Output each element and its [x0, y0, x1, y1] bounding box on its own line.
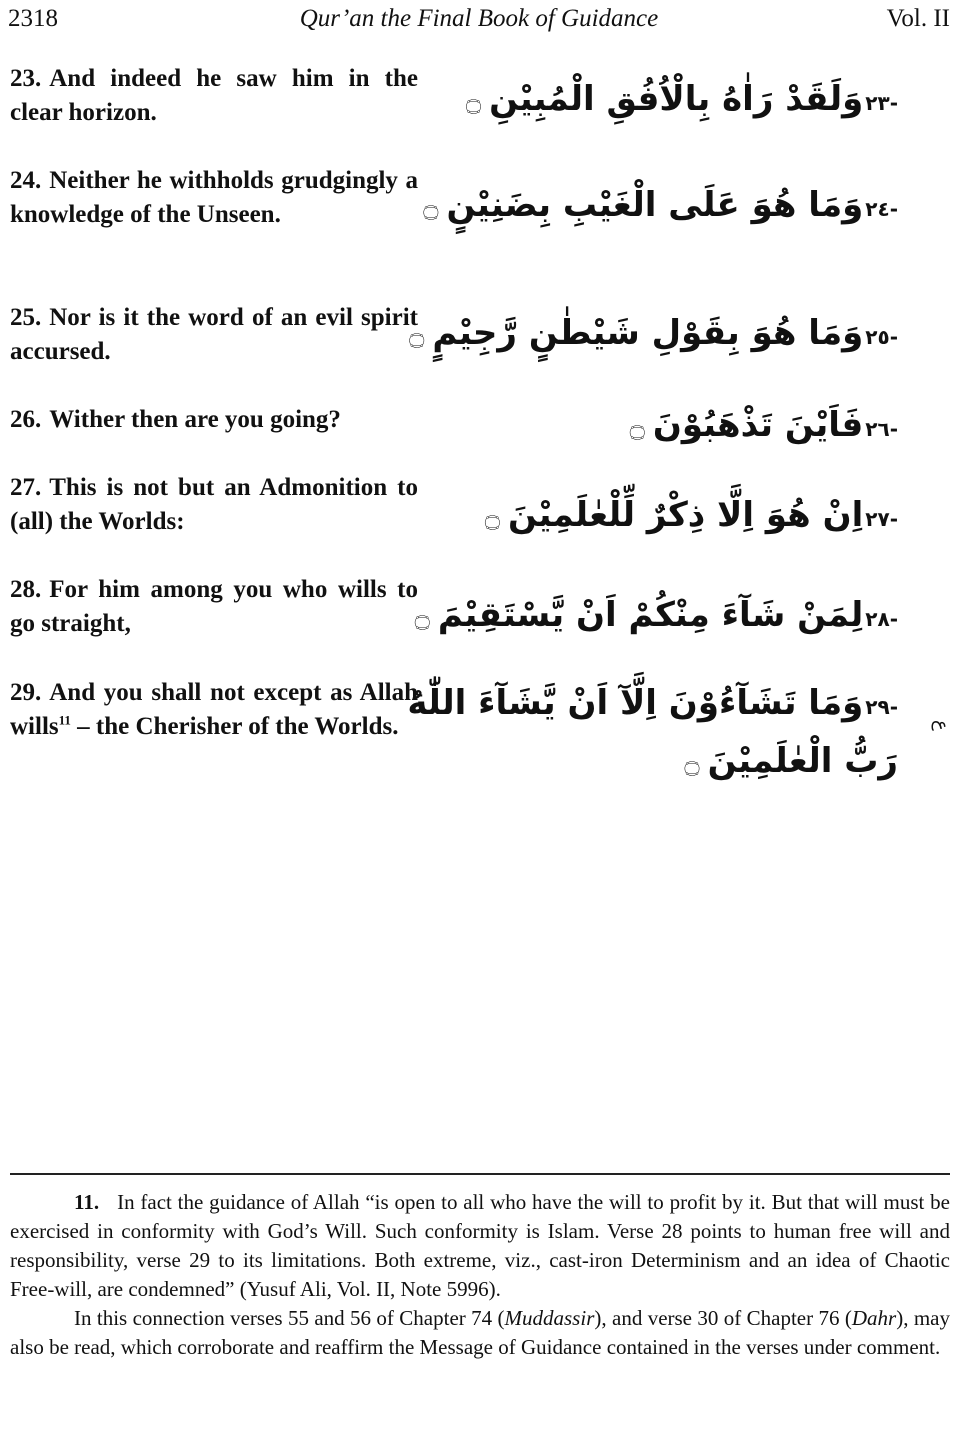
verse-27-translation: [10, 471, 418, 539]
ruku-mark: ع: [931, 720, 952, 731]
verse-text: For him among you who wills to go straight,: [10, 576, 418, 637]
verse-end-mark: ۝: [414, 603, 430, 633]
verse-24-arabic: [423, 178, 898, 236]
footnote-paragraph-1: [10, 1188, 950, 1304]
verse-26-translation: [10, 403, 418, 437]
footnote-text: ), and verse 30 of Chapter 76 (: [594, 1306, 852, 1330]
arabic-verse-number: -٢٥: [865, 325, 898, 349]
footnote-11: [10, 1188, 950, 1362]
verse-23-translation: [10, 62, 418, 130]
verse-29-arabic: [407, 676, 898, 734]
verse-25-arabic: [409, 306, 898, 364]
verse-number: 27.: [10, 474, 42, 501]
verse-text-continued: – the Cherisher of the Worlds.: [70, 713, 399, 740]
verse-end-mark: ۝: [684, 749, 700, 779]
chapter-name-muddassir: Muddassir: [504, 1306, 595, 1330]
verse-end-mark: ۝: [423, 193, 439, 223]
verse-text: This is not but an Admonition to (all) the Worlds:: [10, 474, 418, 535]
verse-number: 25.: [10, 304, 42, 331]
verse-24-translation: [10, 164, 418, 232]
volume-label: Vol. II: [886, 5, 950, 32]
footnote-paragraph-2: [10, 1304, 950, 1362]
verse-text: And you shall not except as Allah wills: [10, 679, 418, 740]
arabic-verse-number: -٢٦: [865, 417, 898, 441]
verse-29-translation: [10, 676, 418, 744]
verse-text: Wither then are you going?: [49, 406, 341, 433]
footnote-number: 11.: [74, 1190, 100, 1214]
verse-text: Neither he withholds grudgingly a knowledge of the Unseen.: [10, 167, 418, 228]
verse-number: 24.: [10, 167, 42, 194]
arabic-text: وَمَا تَشَآءُوْنَ اِلَّآ اَنْ يَّشَآءَ اللّٰهُ: [407, 683, 864, 723]
footnote-reference[interactable]: 11: [58, 712, 71, 728]
arabic-text: لِمَنْ شَآءَ مِنْكُمْ اَنْ يَّسْتَقِيْمَ: [437, 595, 864, 635]
arabic-text: رَبُّ الْعٰلَمِيْنَ: [707, 741, 898, 781]
arabic-verse-number: -٢٧: [865, 507, 898, 531]
verse-number: 23.: [10, 65, 42, 92]
footnote-text: In fact the guidance of Allah “is open to all who have the will to profit by it. But that will must be exercised in conformity with God’s Will. Such conformity is Islam. Verse 28 points to human free will and responsibility, verse 29 to its limitations. Both extreme, viz., cast-iron Determinism and an idea of Chaotic Free-will, are condemned” (Yusuf Ali, Vol. II, Note 5996).: [10, 1190, 950, 1301]
verse-29-arabic-line2: [478, 734, 898, 791]
verse-26-arabic: [478, 398, 898, 456]
verse-text: And indeed he saw him in the clear horizon.: [10, 65, 418, 126]
verse-28-translation: [10, 573, 418, 641]
verse-27-arabic: [478, 488, 898, 546]
arabic-text: وَمَا هُوَ عَلَى الْغَيْبِ بِضَنِيْنٍ: [446, 185, 864, 225]
chapter-name-dahr: Dahr: [851, 1306, 897, 1330]
verse-number: 26.: [10, 406, 42, 433]
arabic-verse-number: -٢٣: [865, 91, 898, 115]
verse-end-mark: ۝: [484, 503, 501, 533]
arabic-verse-number: -٢٤: [865, 197, 898, 221]
verse-end-mark: ۝: [629, 413, 645, 443]
verse-28-arabic: [414, 588, 898, 646]
arabic-verse-number: -٢٩: [865, 695, 898, 719]
footnote-text: ), may also be read, which corroborate and reaffirm the Message of Guidance contained in the verses under comment.: [10, 1306, 950, 1359]
verse-25-translation: [10, 301, 418, 369]
verse-end-mark: ۝: [409, 321, 425, 351]
arabic-verse-number: -٢٨: [865, 607, 898, 631]
arabic-text: فَاَيْنَ تَذْهَبُوْنَ: [652, 405, 864, 445]
book-title: Qur’an the Final Book of Guidance: [299, 5, 659, 32]
arabic-text: اِنْ هُوَ اِلَّا ذِكْرٌ لِّلْعٰلَمِيْنَ: [508, 495, 864, 535]
verse-number: 29.: [10, 679, 42, 706]
arabic-text: وَلَقَدْ رَاٰهُ بِالْاُفُقِ الْمُبِيْنِ: [489, 79, 864, 119]
verse-23-arabic: [465, 72, 898, 130]
page-header: [8, 2, 950, 36]
verse-number: 28.: [10, 576, 42, 603]
footnote-divider: [10, 1173, 950, 1175]
page-number: 2318: [8, 5, 58, 32]
verse-text: Nor is it the word of an evil spirit accursed.: [10, 304, 418, 365]
arabic-text: وَمَا هُوَ بِقَوْلِ شَيْطٰنٍ رَّجِيْمٍ: [432, 313, 864, 353]
footnote-text: In this connection verses 55 and 56 of Chapter 74 (: [74, 1306, 505, 1330]
verse-end-mark: ۝: [465, 87, 482, 117]
